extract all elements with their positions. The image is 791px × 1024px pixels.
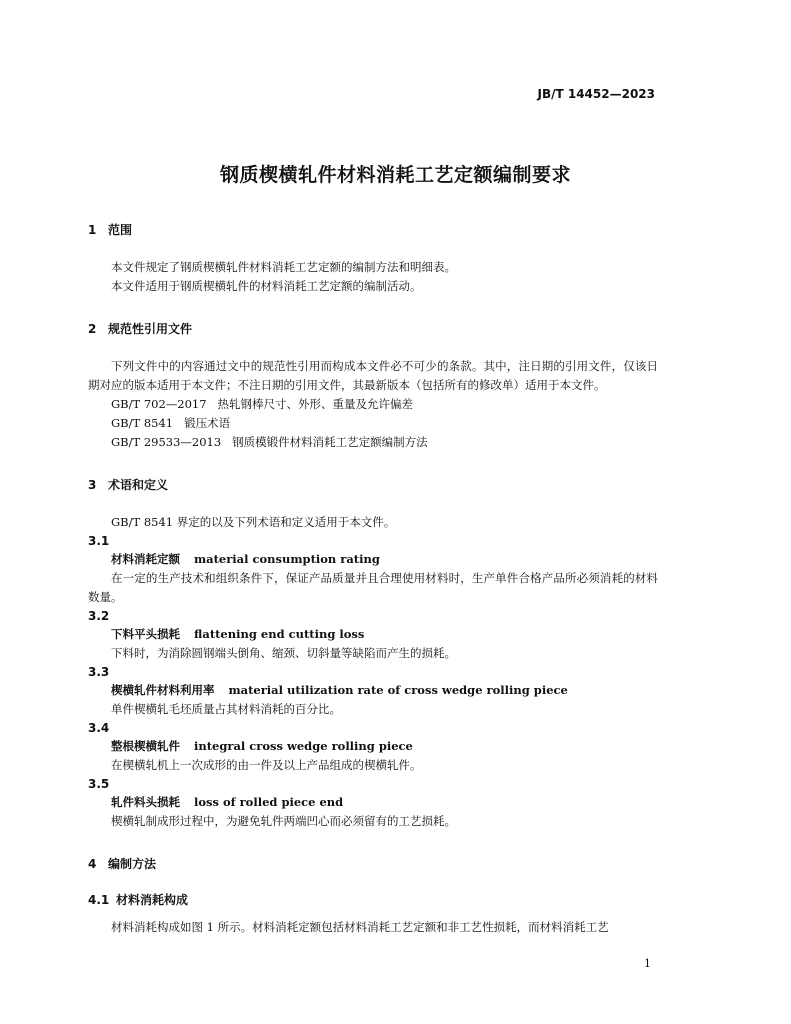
term-zh: 轧件料头损耗 [111,795,180,809]
reference-code: GB/T 29533—2013 [111,435,222,449]
section-title: 编制方法 [108,857,157,871]
section-title: 范围 [108,223,133,237]
term-definition: 下料时，为消除圆钢端头倒角、缩颈、切斜量等缺陷而产生的损耗。 [111,646,456,660]
term-zh: 整根楔横轧件 [111,739,180,753]
section-number: 3 [88,478,97,492]
term-zh: 下料平头损耗 [111,627,180,641]
paragraph: 材料消耗构成如图 1 所示。材料消耗定额包括材料消耗工艺定额和非工艺性损耗，而材料消耗工艺 [111,920,609,934]
document-body [88,222,658,937]
section-heading-method [88,856,658,872]
reference-title: 钢质模锻件材料消耗工艺定额编制方法 [232,435,428,449]
subsection-heading [88,892,658,908]
section-number: 1 [88,223,97,237]
term-definition: 单件楔横轧毛坯质量占其材料消耗的百分比。 [111,702,341,716]
reference-code: GB/T 8541 [111,416,174,430]
paragraph: 本文件规定了钢质楔横轧件材料消耗工艺定额的编制方法和明细表。 [111,260,456,274]
section-heading-normative-references [88,321,658,337]
section-heading-scope [88,222,658,238]
term-number: 3.4 [88,721,110,735]
term-number: 3.1 [88,534,110,548]
reference-title: 热轧钢棒尺寸、外形、重量及允许偏差 [217,397,414,411]
reference-title: 锻压术语 [184,416,231,430]
reference-item [88,433,658,452]
paragraph: 本文件适用于钢质楔横轧件的材料消耗工艺定额的编制活动。 [111,279,422,293]
reference-code: GB/T 702—2017 [111,397,207,411]
term-en: loss of rolled piece end [194,795,344,809]
term-en: flattening end cutting loss [194,627,365,641]
term-number: 3.2 [88,609,110,623]
term-number: 3.3 [88,665,110,679]
section-number: 4 [88,857,97,871]
term-entry [88,793,658,812]
term-entry [88,625,658,644]
term-entry [88,737,658,756]
term-zh: 材料消耗定额 [111,552,180,566]
subsection-number: 4.1 [88,893,110,907]
term-definition: 在一定的生产技术和组织条件下，保证产品质量并且合理使用材料时，生产单件合格产品所必须消耗的材料数量。 [88,571,658,604]
section-number: 2 [88,322,97,336]
reference-item [88,414,658,433]
term-en: material utilization rate of cross wedge rolling piece [228,683,568,697]
term-entry [88,681,658,700]
subsection-title: 材料消耗构成 [116,893,189,907]
document-title: 钢质楔横轧件材料消耗工艺定额编制要求 [219,164,571,186]
section-title: 术语和定义 [108,478,169,492]
term-en: integral cross wedge rolling piece [194,739,413,753]
section-title: 规范性引用文件 [108,322,193,336]
page-number: 1 [644,957,651,970]
paragraph: GB/T 8541 界定的以及下列术语和定义适用于本文件。 [111,515,396,529]
term-zh: 楔横轧件材料利用率 [111,683,215,697]
term-entry [88,550,658,569]
reference-item [88,395,658,414]
term-number: 3.5 [88,777,110,791]
term-definition: 楔横轧制成形过程中，为避免轧件两端凹心而必须留有的工艺损耗。 [111,814,456,828]
section-heading-terms [88,477,658,493]
term-definition: 在楔横轧机上一次成形的由一件及以上产品组成的楔横轧件。 [111,758,422,772]
standard-code: JB/T 14452—2023 [537,87,655,101]
paragraph: 下列文件中的内容通过文中的规范性引用而构成本文件必不可少的条款。其中，注日期的引用文件，仅该日期对应的版本适用于本文件；不注日期的引用文件，其最新版本（包括所有的修改单）适用于本文件。 [88,359,658,392]
term-en: material consumption rating [194,552,380,566]
